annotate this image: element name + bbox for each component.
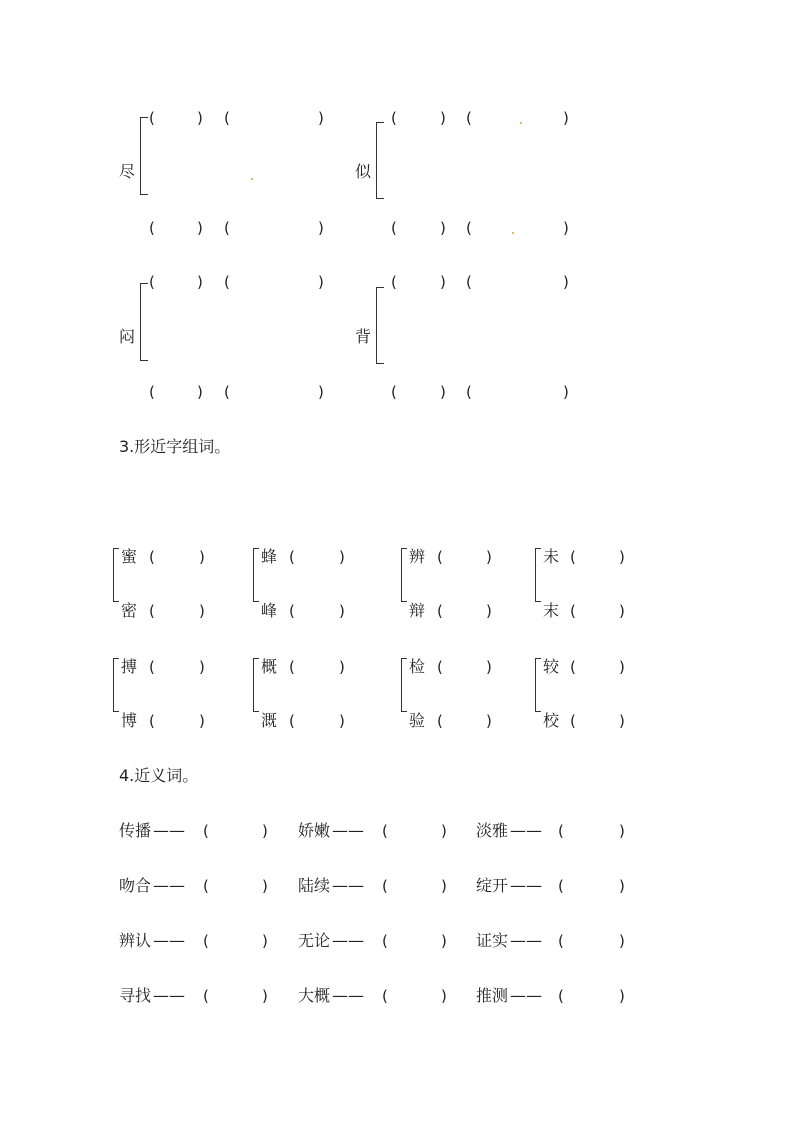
answer-paren-open[interactable]: (	[391, 109, 397, 127]
answer-paren-close[interactable]: )	[563, 109, 569, 127]
synonym-word: 寻找	[119, 986, 152, 1005]
similar-char: 校	[543, 711, 560, 730]
answer-paren-close[interactable]: )	[441, 877, 447, 895]
answer-paren-open[interactable]: (	[289, 548, 295, 566]
answer-paren-close[interactable]: )	[619, 658, 625, 676]
synonym-dash: ——	[510, 876, 542, 895]
similar-char: 搏	[121, 657, 138, 676]
answer-paren-close[interactable]: )	[339, 602, 345, 620]
answer-paren-close[interactable]: )	[619, 602, 625, 620]
answer-paren-open[interactable]: (	[558, 932, 564, 950]
answer-paren-open[interactable]: (	[391, 273, 397, 291]
answer-paren-open[interactable]: (	[391, 219, 397, 237]
answer-paren-open[interactable]: (	[558, 877, 564, 895]
synonym-dash: ——	[332, 931, 364, 950]
answer-paren-close[interactable]: )	[318, 219, 324, 237]
answer-paren-open[interactable]: (	[570, 602, 576, 620]
answer-paren-open[interactable]: (	[203, 822, 209, 840]
answer-paren-close[interactable]: )	[441, 932, 447, 950]
synonym-word: 辨认	[119, 931, 152, 950]
answer-paren-close[interactable]: )	[563, 273, 569, 291]
synonym-dash: ——	[332, 821, 364, 840]
similar-char: 未	[543, 547, 560, 566]
answer-paren-open[interactable]: (	[382, 822, 388, 840]
answer-paren-close[interactable]: )	[199, 712, 205, 730]
answer-paren-close[interactable]: )	[619, 712, 625, 730]
synonym-dash: ——	[153, 931, 185, 950]
answer-paren-open[interactable]: (	[203, 877, 209, 895]
answer-paren-open[interactable]: (	[289, 602, 295, 620]
answer-paren-close[interactable]: )	[339, 658, 345, 676]
synonym-dash: ——	[510, 821, 542, 840]
answer-paren-close[interactable]: )	[262, 877, 268, 895]
brace	[535, 658, 541, 712]
answer-paren-close[interactable]: )	[318, 109, 324, 127]
section-title: 3.形近字组词。	[119, 437, 231, 456]
answer-paren-close[interactable]: )	[619, 822, 625, 840]
brace	[401, 548, 407, 602]
synonym-word: 陆续	[298, 876, 331, 895]
synonym-word: 无论	[298, 931, 331, 950]
section-title: 4.近义词。	[119, 766, 199, 785]
answer-paren-close[interactable]: )	[486, 602, 492, 620]
brace	[253, 548, 259, 602]
scan-dot	[251, 178, 253, 180]
answer-paren-open[interactable]: (	[437, 712, 443, 730]
synonym-word: 吻合	[119, 876, 152, 895]
answer-paren-open[interactable]: (	[466, 219, 472, 237]
answer-paren-close[interactable]: )	[199, 658, 205, 676]
answer-paren-open[interactable]: (	[382, 932, 388, 950]
similar-char: 溉	[261, 711, 278, 730]
answer-paren-close[interactable]: )	[486, 548, 492, 566]
similar-char: 概	[261, 657, 278, 676]
polyphone-char: 闷	[119, 327, 136, 346]
similar-char: 蜂	[261, 547, 278, 566]
answer-paren-close[interactable]: )	[339, 712, 345, 730]
answer-paren-open[interactable]: (	[382, 987, 388, 1005]
answer-paren-close[interactable]: )	[318, 383, 324, 401]
similar-char: 验	[409, 711, 426, 730]
answer-paren-open[interactable]: (	[224, 219, 230, 237]
answer-paren-open[interactable]: (	[203, 932, 209, 950]
answer-paren-close[interactable]: )	[619, 877, 625, 895]
scan-dot	[520, 122, 522, 124]
answer-paren-close[interactable]: )	[619, 932, 625, 950]
answer-paren-close[interactable]: )	[486, 712, 492, 730]
answer-paren-open[interactable]: (	[149, 109, 155, 127]
synonym-dash: ——	[153, 986, 185, 1005]
synonym-dash: ——	[510, 931, 542, 950]
similar-char: 博	[121, 711, 138, 730]
answer-paren-close[interactable]: )	[440, 109, 446, 127]
synonym-word: 传播	[119, 821, 152, 840]
answer-paren-close[interactable]: )	[199, 602, 205, 620]
synonym-word: 大概	[298, 986, 331, 1005]
answer-paren-open[interactable]: (	[149, 602, 155, 620]
synonym-word: 娇嫩	[298, 821, 331, 840]
answer-paren-close[interactable]: )	[197, 273, 203, 291]
answer-paren-open[interactable]: (	[149, 658, 155, 676]
answer-paren-close[interactable]: )	[619, 548, 625, 566]
synonym-dash: ——	[332, 986, 364, 1005]
answer-paren-open[interactable]: (	[224, 273, 230, 291]
brace	[535, 548, 541, 602]
similar-char: 辩	[409, 601, 426, 620]
answer-paren-close[interactable]: )	[563, 219, 569, 237]
answer-paren-open[interactable]: (	[570, 548, 576, 566]
answer-paren-open[interactable]: (	[466, 273, 472, 291]
answer-paren-open[interactable]: (	[149, 273, 155, 291]
answer-paren-open[interactable]: (	[466, 109, 472, 127]
similar-char: 辨	[409, 547, 426, 566]
answer-paren-open[interactable]: (	[466, 383, 472, 401]
synonym-dash: ——	[510, 986, 542, 1005]
answer-paren-close[interactable]: )	[262, 932, 268, 950]
similar-char: 蜜	[121, 547, 138, 566]
answer-paren-close[interactable]: )	[440, 273, 446, 291]
answer-paren-close[interactable]: )	[318, 273, 324, 291]
answer-paren-open[interactable]: (	[289, 712, 295, 730]
answer-paren-open[interactable]: (	[149, 383, 155, 401]
answer-paren-open[interactable]: (	[289, 658, 295, 676]
similar-char: 检	[409, 657, 426, 676]
similar-char: 较	[543, 657, 560, 676]
answer-paren-open[interactable]: (	[149, 712, 155, 730]
answer-paren-open[interactable]: (	[203, 987, 209, 1005]
brace	[140, 117, 148, 195]
answer-paren-open[interactable]: (	[570, 712, 576, 730]
answer-paren-open[interactable]: (	[437, 602, 443, 620]
answer-paren-open[interactable]: (	[558, 987, 564, 1005]
synonym-dash: ——	[153, 876, 185, 895]
answer-paren-close[interactable]: )	[619, 987, 625, 1005]
brace	[376, 122, 384, 199]
answer-paren-open[interactable]: (	[437, 548, 443, 566]
answer-paren-open[interactable]: (	[149, 548, 155, 566]
synonym-word: 绽开	[476, 876, 509, 895]
answer-paren-open[interactable]: (	[391, 383, 397, 401]
answer-paren-close[interactable]: )	[440, 219, 446, 237]
answer-paren-close[interactable]: )	[262, 822, 268, 840]
polyphone-char: 背	[355, 327, 372, 346]
answer-paren-open[interactable]: (	[437, 658, 443, 676]
answer-paren-close[interactable]: )	[197, 383, 203, 401]
answer-paren-close[interactable]: )	[441, 822, 447, 840]
synonym-word: 证实	[476, 931, 509, 950]
polyphone-char: 尽	[119, 162, 136, 181]
answer-paren-close[interactable]: )	[441, 987, 447, 1005]
brace	[140, 283, 148, 361]
brace	[253, 658, 259, 712]
answer-paren-close[interactable]: )	[440, 383, 446, 401]
answer-paren-open[interactable]: (	[558, 822, 564, 840]
answer-paren-open[interactable]: (	[149, 219, 155, 237]
answer-paren-close[interactable]: )	[339, 548, 345, 566]
scan-dot	[512, 232, 514, 234]
similar-char: 末	[543, 601, 560, 620]
answer-paren-open[interactable]: (	[570, 658, 576, 676]
answer-paren-close[interactable]: )	[197, 109, 203, 127]
answer-paren-close[interactable]: )	[563, 383, 569, 401]
synonym-word: 淡雅	[476, 821, 509, 840]
answer-paren-close[interactable]: )	[197, 219, 203, 237]
answer-paren-close[interactable]: )	[486, 658, 492, 676]
answer-paren-close[interactable]: )	[262, 987, 268, 1005]
synonym-word: 推测	[476, 986, 509, 1005]
synonym-dash: ——	[153, 821, 185, 840]
similar-char: 峰	[261, 601, 278, 620]
answer-paren-open[interactable]: (	[224, 383, 230, 401]
brace	[113, 548, 119, 602]
polyphone-char: 似	[355, 162, 372, 181]
synonym-dash: ——	[332, 876, 364, 895]
brace	[376, 287, 384, 364]
answer-paren-close[interactable]: )	[199, 548, 205, 566]
brace	[113, 658, 119, 712]
answer-paren-open[interactable]: (	[382, 877, 388, 895]
brace	[401, 658, 407, 712]
answer-paren-open[interactable]: (	[224, 109, 230, 127]
similar-char: 密	[121, 601, 138, 620]
